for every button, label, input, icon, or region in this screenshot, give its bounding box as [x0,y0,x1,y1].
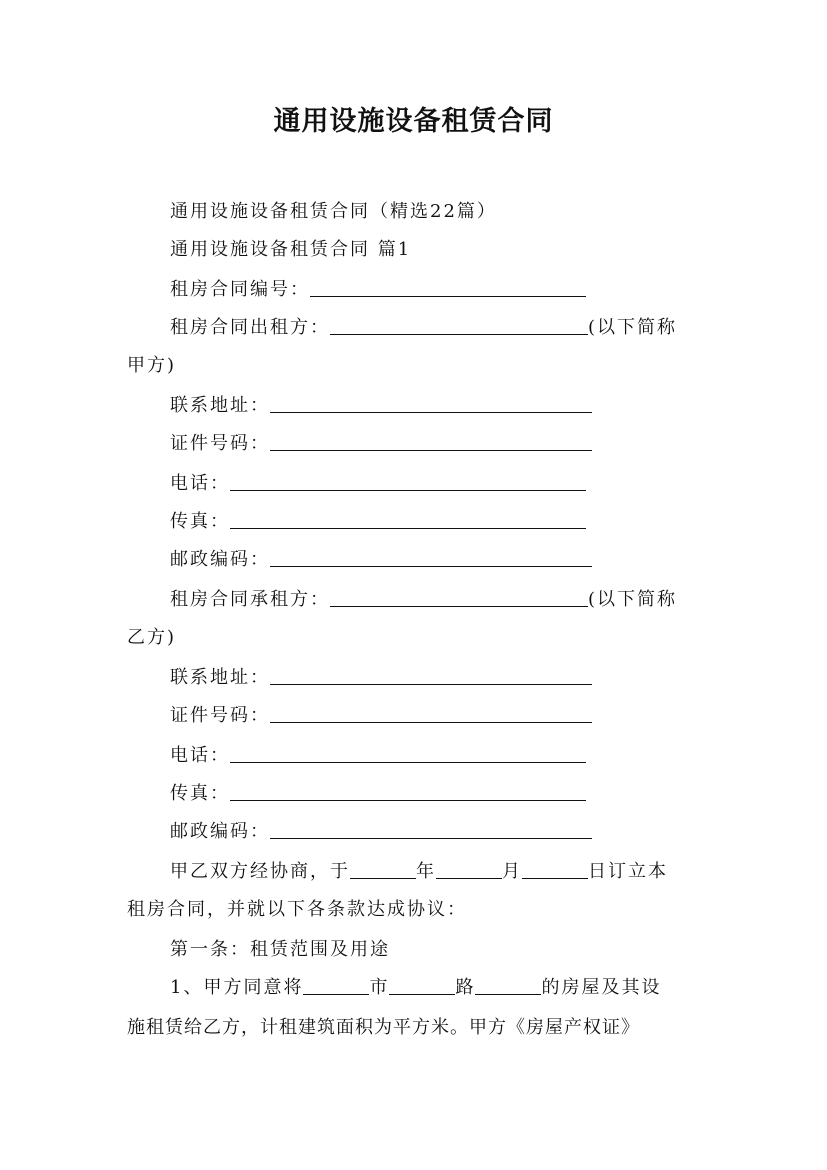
subtitle-text: 通用设施设备租赁合同（精选22篇） [170,201,497,222]
lessor-fax-label: 传真： [170,511,230,532]
lessee-blank [330,586,588,607]
lessor-address-blank [270,392,592,413]
lessor-alias: 甲方) [127,355,177,376]
section-heading-text: 通用设施设备租赁合同 篇1 [170,239,412,260]
lessee-fax-label: 传真： [170,783,230,804]
lessee-fax-line [170,780,586,808]
lessee-postcode-line [170,818,592,846]
contract-number-label: 租房合同编号： [170,279,310,300]
day-blank [522,858,588,879]
lessee-phone-line [170,742,586,770]
city-blank [303,974,369,995]
clause-one-continuation-text: 施租赁给乙方，计租建筑面积为平方米。甲方《房屋产权证》 [127,1017,640,1038]
clause-one-tail: 的房屋及其设 [541,977,662,998]
subtitle-line [170,198,497,226]
clause-one-intro: 1、甲方同意将 [170,977,304,998]
lessee-address-blank [270,664,592,685]
lessee-address-line [170,664,592,692]
lessor-fax-line [170,508,586,536]
section-heading [170,236,411,264]
lessor-address-line [170,392,592,420]
lessee-address-label: 联系地址： [170,667,270,688]
city-label: 市 [369,977,390,998]
lessor-phone-blank [230,470,586,491]
article-one-heading [170,936,390,964]
road-number-blank [389,974,455,995]
contract-number-blank [310,276,586,297]
agreement-intro: 甲乙双方经协商，于 [170,861,350,882]
lessee-line [170,586,677,614]
lessor-fax-blank [230,508,586,529]
lessee-id-label: 证件号码： [170,705,270,726]
article-one-heading-text: 第一条：租赁范围及用途 [170,939,390,960]
lessee-id-blank [270,702,592,723]
lessee-phone-label: 电话： [170,745,230,766]
month-blank [436,858,502,879]
lessor-note: (以下简称 [588,317,678,338]
address-blank [475,974,541,995]
lessee-alias: 乙方) [127,627,177,648]
lessor-postcode-label: 邮政编码： [170,549,270,570]
agreement-continuation-text: 租房合同，并就以下各条款达成协议： [127,899,467,920]
lessee-postcode-label: 邮政编码： [170,821,270,842]
lessee-fax-blank [230,780,586,801]
contract-number-line [170,276,586,304]
lessee-note: (以下简称 [588,589,678,610]
lessee-phone-blank [230,742,586,763]
road-label: 路 [455,977,476,998]
lessor-line [170,314,677,342]
lessor-id-blank [270,430,592,451]
day-label: 日订立本 [588,861,668,882]
agreement-continuation [127,896,467,924]
year-label: 年 [416,861,436,882]
year-blank [350,858,416,879]
clause-one-line [170,974,661,1002]
month-label: 月 [502,861,522,882]
agreement-date-line [170,858,668,886]
lessor-phone-line [170,470,586,498]
lessor-blank [330,314,588,335]
lessor-alias-line [127,352,176,380]
lessor-phone-label: 电话： [170,473,230,494]
lessor-label: 租房合同出租方： [170,317,330,338]
lessor-postcode-line [170,546,592,574]
lessor-id-line [170,430,592,458]
lessee-id-line [170,702,592,730]
lessor-address-label: 联系地址： [170,395,270,416]
document-title: 通用设施设备租赁合同 [273,106,554,137]
lessee-alias-line [127,624,176,652]
clause-one-continuation [127,1014,640,1042]
lessee-postcode-blank [270,818,592,839]
lessee-label: 租房合同承租方： [170,589,330,610]
lessor-postcode-blank [270,546,592,567]
lessor-id-label: 证件号码： [170,433,270,454]
